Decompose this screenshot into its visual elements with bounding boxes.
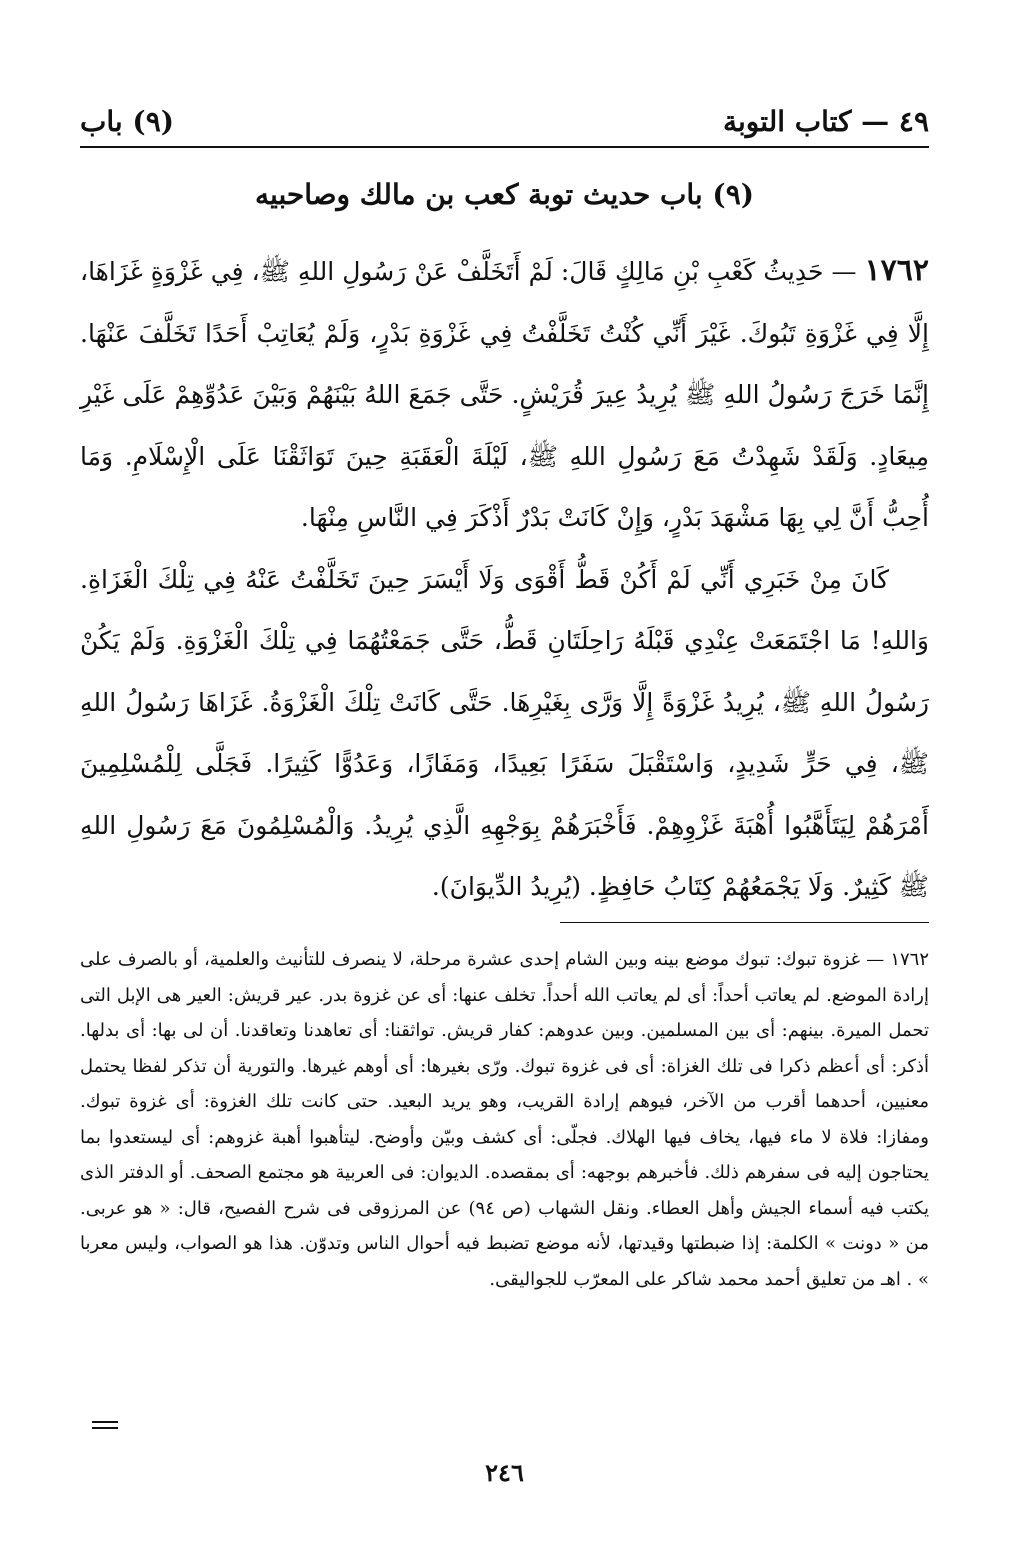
- header-chapter: ٤٩ — كتاب التوبة: [722, 104, 929, 138]
- footnotes: [80, 942, 929, 1297]
- running-header: [80, 96, 929, 146]
- page-number: ٢٤٦: [485, 1458, 524, 1487]
- hadith-paragraph-2: كَانَ مِنْ خَبَرِي أَنِّي لَمْ أَكُنْ قَطُّ أَقْوَى وَلَا أَيْسَرَ حِينَ تَخَلَّفْتُ عَنْهُ فِي تِلْكَ الْغَزَاةِ. وَاللهِ! مَا اجْتَمَعَتْ عِنْدِي قَبْلَهُ رَاحِلَتَانِ قَطُّ، حَتَّى جَمَعْتُهُمَا فِي تِلْكَ الْغَزْوَةِ. وَلَمْ يَكُنْ رَسُولُ اللهِ ﷺ، يُرِيدُ غَزْوَةً إِلَّا وَرَّى بِغَيْرِهَا. حَتَّى كَانَتْ تِلْكَ الْغَزْوَةُ. غَزَاهَا رَسُولُ اللهِ ﷺ، فِي حَرٍّ شَدِيدٍ، وَاسْتَقْبَلَ سَفَرًا بَعِيدًا، وَمَفَازًا، وَعَدُوًّا كَثِيرًا. فَجَلَّى لِلْمُسْلِمِينَ أَمْرَهُمْ لِيَتَأَهَّبُوا أُهْبَةَ غَزْوِهِمْ. فَأَخْبَرَهُمْ بِوَجْهِهِ الَّذِي يُرِيدُ. وَالْمُسْلِمُونَ مَعَ رَسُولِ اللهِ ﷺ كَثِيرٌ. وَلَا يَجْمَعُهُمْ كِتَابُ حَافِظٍ. (يُرِيدُ الدِّيوَانَ).: [80, 564, 929, 901]
- hadith-text: [80, 240, 929, 918]
- end-mark: [92, 1421, 118, 1431]
- hadith-para1-text: — حَدِيثُ كَعْبِ بْنِ مَالِكٍ قَالَ: لَمْ أَتَخَلَّفْ عَنْ رَسُولِ اللهِ ﷺ، فِي غَزْوَةٍ غَزَاهَا، إِلَّا فِي غَزْوَةِ تَبُوكَ. غَيْرَ أَنِّي كُنْتُ تَخَلَّفْتُ فِي غَزْوَةِ بَدْرٍ، وَلَمْ يُعَاتِبْ أَحَدًا تَخَلَّفَ عَنْهَا. إِنَّمَا خَرَجَ رَسُولُ اللهِ ﷺ يُرِيدُ عِيرَ قُرَيْشٍ. حَتَّى جَمَعَ اللهُ بَيْنَهُمْ وَبَيْنَ عَدُوِّهِمْ عَلَى غَيْرِ مِيعَادٍ. وَلَقَدْ شَهِدْتُ مَعَ رَسُولِ اللهِ ﷺ، لَيْلَةَ الْعَقَبَةِ حِينَ تَوَاثَقْنَا عَلَى الْإِسْلَامِ. وَمَا أُحِبُّ أَنَّ لِي بِهَا مَشْهَدَ بَدْرٍ، وَإِنْ كَانَتْ بَدْرٌ أَذْكَرَ فِي النَّاسِ مِنْهَا.: [80, 257, 929, 532]
- footnote-rule: [560, 922, 929, 923]
- chapter-title: (٩) باب حديث توبة كعب بن مالك وصاحبيه: [255, 178, 754, 211]
- header-rule: [80, 146, 929, 148]
- footnote-text: ١٧٦٢ — غزوة تبوك: تبوك موضع بينه وبين الشام إحدى عشرة مرحلة، لا ينصرف للتأنيث والعلمية، أو بالصرف على إرادة الموضع. لم يعاتب أحداً: أى لم يعاتب الله أحداً. تخلف عنها: أى عن غزوة بدر. عير قريش: العير هى الإبل التى تحمل الميرة. بينهم: أى بين المسلمين. وبين عدوهم: كفار قريش. تواثقنا: أى تعاهدنا وتعاقدنا. أن لى بها: أى بدلها. أذكر: أى أعظم ذكرا فى تلك الغزاة: أى فى غزوة تبوك. ورّى بغيرها: أى أوهم غيرها. والتورية أن تذكر لفظا يحتمل معنيين، أحدهما أقرب من الآخر، فيوهم إرادة القريب، وهو يريد البعيد. حتى كانت تلك الغزوة: أى غزوة تبوك. ومفازا: فلاة لا ماء فيها، يخاف فيها الهلاك. فجلّى: أى كشف وبيّن وأوضح. ليتأهبوا أهبة غزوهم: أى ليستعدوا بما يحتاجون إليه فى سفرهم ذلك. فأخبرهم بوجهه: أى بمقصده. الديوان: فى العربية هو مجتمع الصحف. أو الدفتر الذى يكتب فيه أسماء الجيش وأهل العطاء. ونقل الشهاب (ص ٩٤) عن المرزوقى فى شرح الفصيح، قال: « هو عربى. من « دونت » الكلمة: إذا ضبطتها وقيدتها، لأنه موضع تضبط فيه أحوال الناس وتدوّن. هذا هو الصواب، وليس معربا » . اهـ من تعليق أحمد محمد شاكر على المعرّب للجواليقى.: [80, 949, 930, 1290]
- hadith-number: ١٧٦٢: [864, 253, 929, 288]
- hadith-paragraph-1: [80, 240, 929, 549]
- header-section: (٩) باب: [80, 104, 174, 138]
